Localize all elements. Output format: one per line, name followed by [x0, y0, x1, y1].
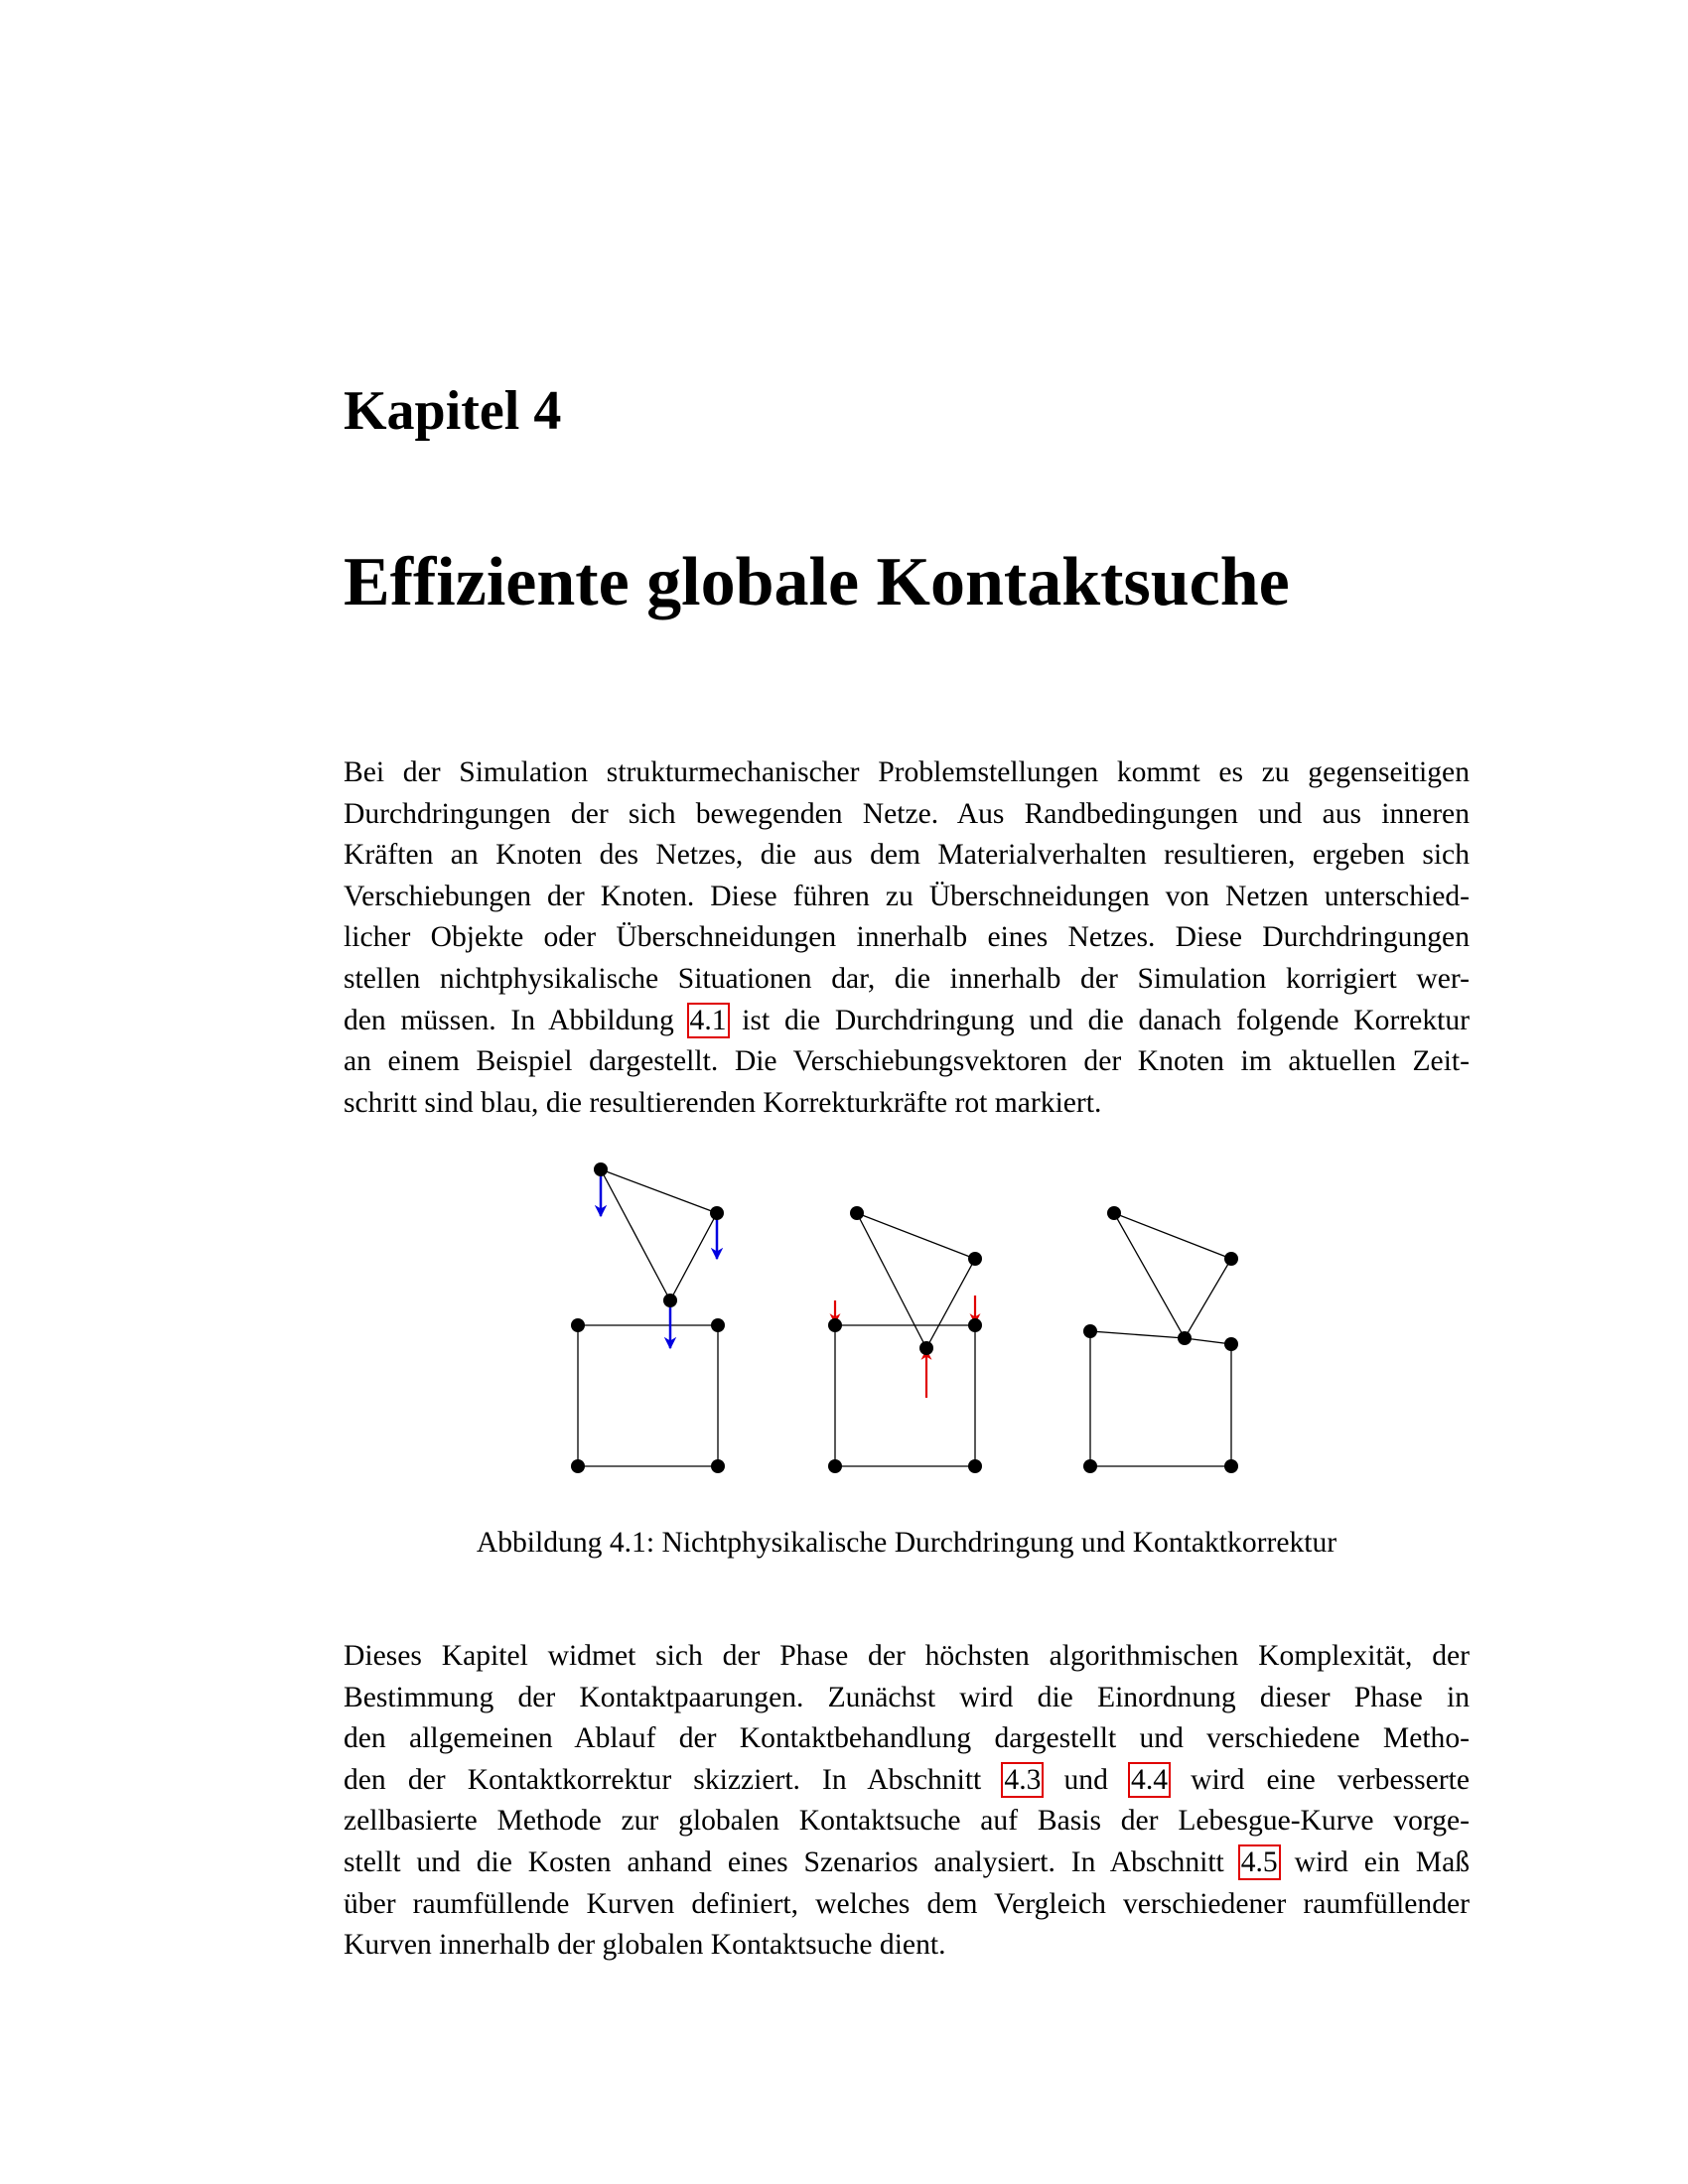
paragraph-line: Dieses Kapitel widmet sich der Phase der höchsten algorithmischen Komplexität, der [344, 1640, 1470, 1672]
contact-figure [556, 1152, 1271, 1509]
overview-paragraph [344, 1636, 1470, 1967]
paragraph-line: über raumfüllende Kurven definiert, welches dem Vergleich verschiedener raumfüllender [344, 1887, 1470, 1920]
mesh-node [663, 1294, 677, 1307]
mesh-node [919, 1341, 933, 1355]
text-segment: ist die Durchdringung und die danach folgende Korrektur [727, 1004, 1470, 1036]
mesh-node [968, 1252, 982, 1266]
triangle-mesh [1114, 1213, 1231, 1338]
square-mesh [835, 1325, 975, 1466]
paragraph-line: licher Objekte oder Überschneidungen innerhalb eines Netzes. Diese Durchdringungen [344, 921, 1470, 954]
paragraph-line: Bei der Simulation strukturmechanischer Problemstellungen kommt es zu gegenseitigen [344, 756, 1470, 788]
figure-ref-link[interactable]: 4.1 [689, 1004, 727, 1036]
mesh-node [1083, 1459, 1097, 1473]
mesh-node [1107, 1206, 1121, 1220]
triangle-mesh [601, 1169, 717, 1300]
mesh-node [828, 1318, 842, 1332]
paragraph-line: den allgemeinen Ablauf der Kontaktbehandlung dargestellt und verschiedene Metho- [344, 1722, 1470, 1755]
figure-caption: Abbildung 4.1: Nichtphysikalische Durchdringung und Kontaktkorrektur [476, 1527, 1337, 1559]
chapter-title: Effiziente globale Kontaktsuche [344, 544, 1290, 620]
text-segment: und [1042, 1763, 1131, 1796]
mesh-node [1083, 1324, 1097, 1338]
paragraph-line: Kräften an Knoten des Netzes, die aus dem Materialverhalten resultieren, ergeben sich [344, 839, 1470, 872]
mesh-node [571, 1459, 585, 1473]
triangle-mesh [857, 1213, 975, 1348]
mesh-node [828, 1459, 842, 1473]
panel-corrected [1083, 1206, 1238, 1473]
mesh-node [711, 1318, 725, 1332]
paragraph-line: schritt sind blau, die resultierenden Korrekturkräfte rot markiert. [344, 1086, 1102, 1119]
text-segment: den der Kontaktkorrektur skizziert. In Abschnitt [344, 1763, 1004, 1796]
section-ref-link[interactable]: 4.5 [1240, 1845, 1278, 1878]
paragraph-line: an einem Beispiel dargestellt. Die Verschiebungsvektoren der Knoten im aktuellen Zeit- [344, 1045, 1470, 1078]
panel-correction [828, 1206, 982, 1473]
section-ref-link[interactable]: 4.4 [1131, 1763, 1169, 1796]
mesh-node [711, 1459, 725, 1473]
paragraph-line: stellen nichtphysikalische Situationen dar, die innerhalb der Simulation korrigiert wer- [344, 962, 1470, 995]
text-segment: wird eine verbesserte [1169, 1763, 1470, 1796]
mesh-node [1178, 1331, 1192, 1345]
mesh-node [1224, 1337, 1238, 1351]
text-segment: den müssen. In Abbildung [344, 1004, 689, 1036]
paragraph-line [344, 1843, 1470, 1884]
paragraph-line [344, 1001, 1470, 1042]
paragraph-line [344, 1760, 1470, 1802]
deformed-square-mesh [1090, 1331, 1231, 1466]
mesh-node [710, 1206, 724, 1220]
paragraph-line: zellbasierte Methode zur globalen Kontaktsuche auf Basis der Lebesgue-Kurve vorge- [344, 1805, 1470, 1838]
paragraph-line: Durchdringungen der sich bewegenden Netze. Aus Randbedingungen und aus inneren [344, 797, 1470, 830]
panel-penetration [571, 1162, 725, 1473]
intro-paragraph [344, 752, 1470, 1124]
chapter-label: Kapitel 4 [344, 380, 562, 442]
paragraph-line: Verschiebungen der Knoten. Diese führen zu Überschneidungen von Netzen unterschied- [344, 880, 1470, 912]
mesh-node [968, 1318, 982, 1332]
mesh-node [1224, 1252, 1238, 1266]
mesh-node [1224, 1459, 1238, 1473]
text-segment: stellt und die Kosten anhand eines Szenarios analysiert. In Abschnitt [344, 1845, 1240, 1878]
section-ref-link[interactable]: 4.3 [1004, 1763, 1042, 1796]
mesh-node [968, 1459, 982, 1473]
paragraph-line: Bestimmung der Kontaktpaarungen. Zunächst wird die Einordnung dieser Phase in [344, 1681, 1470, 1713]
mesh-node [594, 1162, 608, 1176]
mesh-node [850, 1206, 864, 1220]
paragraph-line: Kurven innerhalb der globalen Kontaktsuche dient. [344, 1929, 946, 1962]
square-mesh [578, 1325, 718, 1466]
text-segment: wird ein Maß [1278, 1845, 1471, 1878]
mesh-node [571, 1318, 585, 1332]
